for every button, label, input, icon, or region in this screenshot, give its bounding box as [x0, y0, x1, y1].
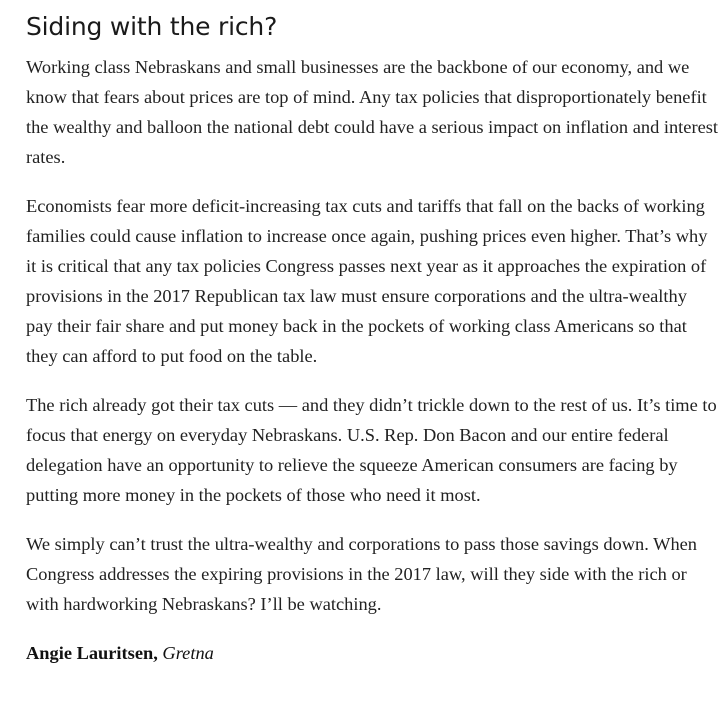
author-city: Gretna — [162, 643, 214, 663]
letter-paragraph-2: Economists fear more deficit-increasing tax cuts and tariffs that fall on the backs of working families could cause inflation to increase once again, pushing prices even higher. That’s why it is critical that any tax policies Congress passes next year as it approaches the expiration of provisions in the 2017 Republican tax law must ensure corporations and the ultra-wealthy pay their fair share and put money back in the pockets of working class Americans so that they can afford to put food on the table. — [26, 196, 708, 366]
letter-signature — [26, 638, 718, 668]
letter-to-editor — [26, 10, 718, 668]
letter-headline: Siding with the rich? — [26, 12, 278, 41]
author-name: Angie Lauritsen, — [26, 643, 158, 663]
letter-paragraph-3: The rich already got their tax cuts — and they didn’t trickle down to the rest of us. It’s time to focus that energy on everyday Nebraskans. U.S. Rep. Don Bacon and our entire federal delegation have an opportunity to relieve the squeeze American consumers are facing by putting more money in the pockets of those who need it most. — [26, 395, 717, 505]
letter-paragraph-4: We simply can’t trust the ultra-wealthy and corporations to pass those savings down. When Congress addresses the expiring provisions in the 2017 law, will they side with the rich or with hardworking Nebraskans? I’ll be watching. — [26, 534, 698, 614]
letter-paragraph-1: Working class Nebraskans and small businesses are the backbone of our economy, and we know that fears about prices are top of mind. Any tax policies that disproportionately benefit the wealthy and balloon the national debt could have a serious impact on inflation and interest rates. — [26, 57, 719, 167]
